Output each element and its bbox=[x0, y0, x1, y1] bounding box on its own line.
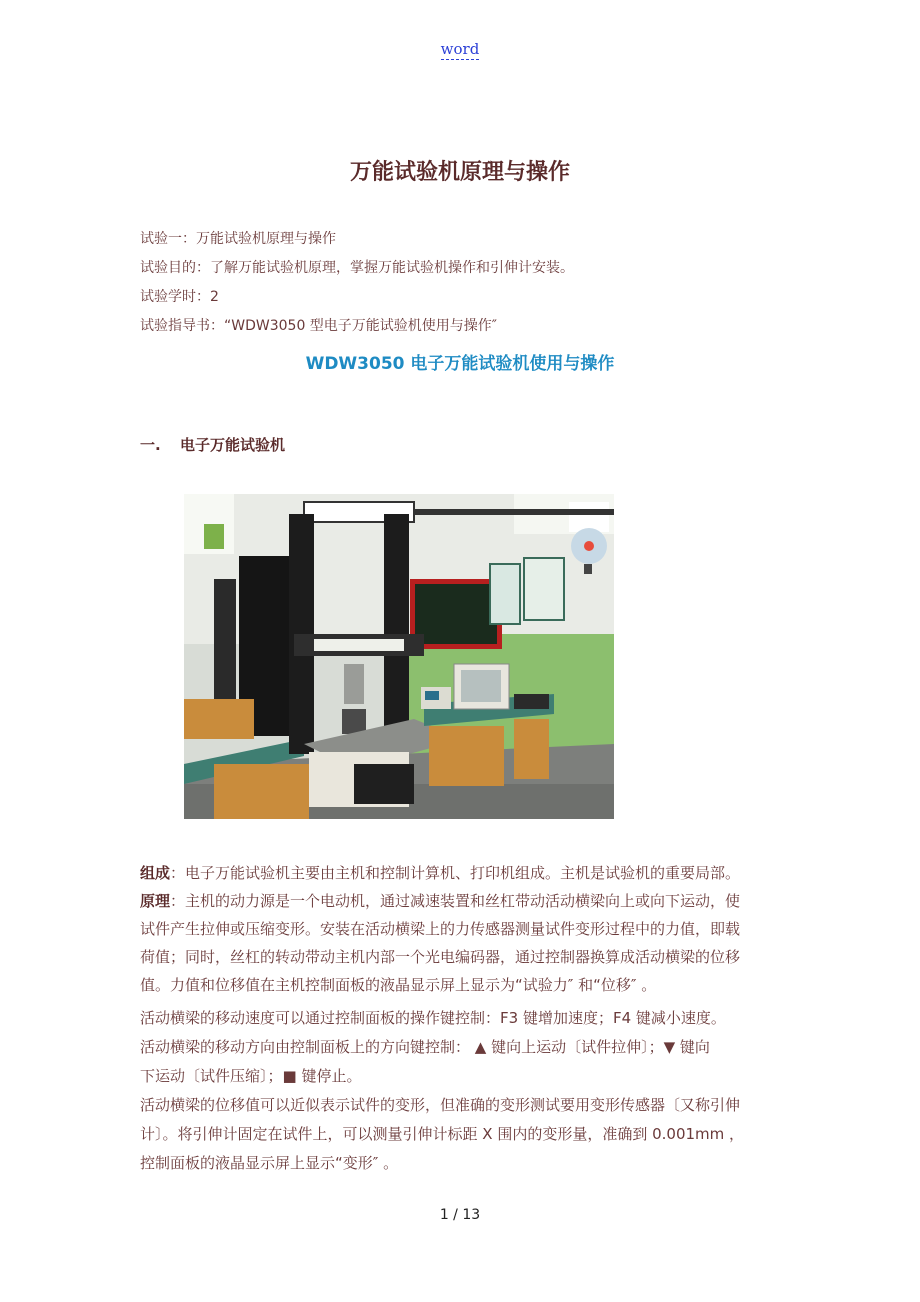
principle-text-1: ：主机的动力源是一个电动机，通过减速装置和丝杠带动活动横梁向上或向下运动，使 bbox=[170, 892, 741, 910]
header-link-text[interactable]: word bbox=[440, 40, 480, 58]
principle-line-4: 值。力值和位移值在主机控制面板的液晶显示屏上显示为“试验力″ 和“位移″ 。 bbox=[140, 976, 657, 994]
principle-line-1 bbox=[140, 890, 740, 911]
composition-paragraph bbox=[140, 862, 740, 883]
speed-line: 活动横梁的移动速度可以通过控制面板的操作键控制：F3 键增加速度；F4 键减小速度。 bbox=[140, 1009, 726, 1027]
deform-line-3: 控制面板的液晶显示屏上显示“变形″ 。 bbox=[140, 1154, 399, 1172]
document-subtitle: WDW3050 电子万能试验机使用与操作 bbox=[305, 354, 615, 374]
composition-label: 组成 bbox=[140, 864, 171, 882]
direction-line-2: 下运动〔试件压缩〕；■ 键停止。 bbox=[140, 1067, 362, 1085]
composition-text: ：电子万能试验机主要由主机和控制计算机、打印机组成。主机是试验机的重要局部。 bbox=[170, 864, 741, 882]
page-number: 1 / 13 bbox=[439, 1207, 481, 1223]
meta-experiment: 试验一：万能试验机原理与操作 bbox=[140, 231, 336, 247]
section-number: 一. bbox=[140, 436, 161, 454]
deform-line-1: 活动横梁的位移值可以近似表示试件的变形，但准确的变形测试要用变形传感器〔又称引伸 bbox=[140, 1096, 741, 1114]
meta-guide: 试验指导书：“WDW3050 型电子万能试验机使用与操作″ bbox=[140, 318, 498, 334]
principle-label: 原理 bbox=[140, 892, 171, 910]
testing-machine-photo bbox=[184, 494, 614, 819]
section-heading bbox=[140, 434, 285, 455]
principle-line-2: 试件产生拉伸或压缩变形。安装在活动横梁上的力传感器测量试件变形过程中的力值，即载 bbox=[140, 920, 741, 938]
document-title: 万能试验机原理与操作 bbox=[349, 160, 570, 185]
meta-hours: 试验学时：2 bbox=[140, 289, 219, 305]
direction-line-1: 活动横梁的移动方向由控制面板上的方向键控制： ▲ 键向上运动〔试件拉伸〕；▼ 键向 bbox=[140, 1038, 710, 1056]
header-word-link[interactable] bbox=[0, 40, 920, 58]
meta-purpose: 试验目的：了解万能试验机原理，掌握万能试验机操作和引伸计安装。 bbox=[140, 260, 574, 276]
principle-line-3: 荷值；同时，丝杠的转动带动主机内部一个光电编码器，通过控制器换算成活动横梁的位移 bbox=[140, 948, 741, 966]
deform-line-2: 计〕。将引伸计固定在试件上，可以测量引伸计标距 X 围内的变形量，准确到 0.001mm ， bbox=[140, 1125, 745, 1143]
section-title: 电子万能试验机 bbox=[180, 436, 286, 454]
